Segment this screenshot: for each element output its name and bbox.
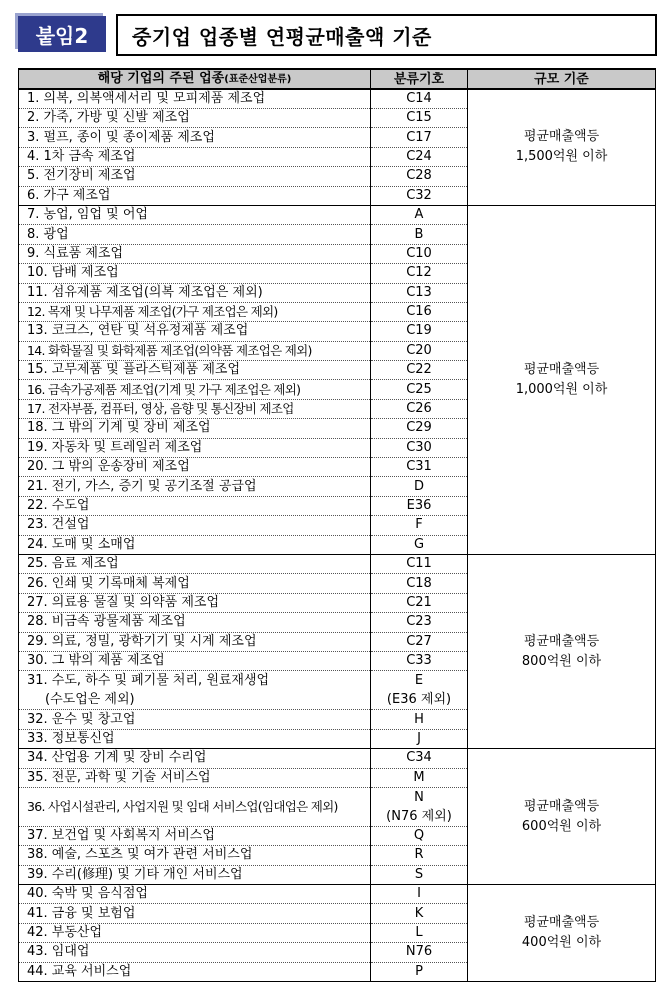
scale-label: 평균매출액등	[523, 361, 600, 377]
scale-label: 평균매출액등	[523, 798, 600, 814]
code-cell: C28	[371, 167, 468, 186]
industry-cell: 42. 부동산업	[19, 923, 371, 942]
industry-cell: 17. 전자부품, 컴퓨터, 영상, 음향 및 통신장비 제조업	[19, 399, 371, 418]
scale-threshold: 1,500억원 이하	[515, 149, 608, 165]
code-cell: C11	[371, 554, 468, 573]
scale-threshold: 1,000억원 이하	[515, 381, 608, 397]
code-cell: C16	[371, 302, 468, 321]
code-cell: C32	[371, 186, 468, 205]
code-cell: C12	[371, 264, 468, 283]
industry-cell: 25. 음료 제조업	[19, 554, 371, 573]
table-row	[19, 205, 656, 224]
industry-cell: 12. 목재 및 나무제품 제조업(가구 제조업은 제외)	[19, 302, 371, 321]
code-cell: C10	[371, 244, 468, 263]
code-cell: C27	[371, 632, 468, 651]
industry-name-note: (수도업은 제외)	[45, 692, 135, 708]
header-industry: 해당 기업의 주된 업종(표준산업분류)	[19, 69, 371, 89]
code-cell: C29	[371, 419, 468, 438]
code-value: E	[414, 673, 424, 689]
code-cell: C22	[371, 361, 468, 380]
industry-cell: 27. 의료용 물질 및 의약품 제조업	[19, 593, 371, 612]
industry-cell: 28. 비금속 광물제품 제조업	[19, 613, 371, 632]
industry-cell: 33. 정보통신업	[19, 729, 371, 748]
code-cell: P	[371, 962, 468, 981]
industry-cell: 22. 수도업	[19, 496, 371, 515]
industry-cell: 26. 인쇄 및 기록매체 복제업	[19, 574, 371, 593]
scale-criteria-cell	[468, 205, 656, 554]
industry-cell: 36. 사업시설관리, 사업지원 및 임대 서비스업(임대업은 제외)	[19, 787, 371, 826]
page-title: 중기업 업종별 연평균매출액 기준	[132, 24, 432, 49]
code-cell: C34	[371, 749, 468, 768]
attachment-badge: 붙임2	[18, 16, 106, 52]
code-cell: C20	[371, 341, 468, 360]
industry-cell: 35. 전문, 과학 및 기술 서비스업	[19, 768, 371, 787]
code-cell: L	[371, 923, 468, 942]
code-cell: N76	[371, 943, 468, 962]
code-cell: A	[371, 205, 468, 224]
code-cell: Q	[371, 826, 468, 845]
code-cell: C14	[371, 89, 468, 109]
code-cell: C23	[371, 613, 468, 632]
table-row	[19, 554, 656, 573]
industry-cell: 4. 1차 금속 제조업	[19, 147, 371, 166]
code-cell: C18	[371, 574, 468, 593]
scale-threshold: 600억원 이하	[521, 818, 602, 834]
title-area	[14, 12, 655, 58]
code-cell: C31	[371, 458, 468, 477]
industry-cell	[19, 671, 371, 710]
industry-cell: 18. 그 밖의 기계 및 장비 제조업	[19, 419, 371, 438]
scale-criteria-cell	[468, 89, 656, 205]
code-cell: M	[371, 768, 468, 787]
title-box	[116, 14, 657, 56]
industry-cell: 34. 산업용 기계 및 장비 수리업	[19, 749, 371, 768]
scale-label: 평균매출액등	[523, 633, 600, 649]
code-cell: C30	[371, 438, 468, 457]
code-cell: C24	[371, 147, 468, 166]
code-cell: C21	[371, 593, 468, 612]
table-row	[19, 885, 656, 904]
code-cell: C13	[371, 283, 468, 302]
code-cell: C17	[371, 128, 468, 147]
header-industry-note: (표준산업분류)	[224, 74, 292, 85]
industry-cell: 9. 식료품 제조업	[19, 244, 371, 263]
table-row	[19, 749, 656, 768]
industry-scale-table	[18, 68, 656, 982]
code-value: N	[414, 789, 424, 805]
code-cell: E36	[371, 496, 468, 515]
scale-label: 평균매출액등	[523, 915, 600, 931]
scale-criteria-cell	[468, 554, 656, 748]
table-header-row	[19, 69, 656, 89]
industry-cell: 3. 펄프, 종이 및 종이제품 제조업	[19, 128, 371, 147]
code-cell: H	[371, 710, 468, 729]
industry-cell: 39. 수리(修理) 및 기타 개인 서비스업	[19, 865, 371, 884]
industry-cell: 37. 보건업 및 사회복지 서비스업	[19, 826, 371, 845]
code-cell: R	[371, 846, 468, 865]
table-body	[19, 89, 656, 982]
code-exclusion-note: (N76 제외)	[386, 808, 452, 824]
industry-cell: 8. 광업	[19, 225, 371, 244]
industry-name: 31. 수도, 하수 및 폐기물 처리, 원료재생업	[27, 673, 270, 689]
industry-cell: 11. 섬유제품 제조업(의복 제조업은 제외)	[19, 283, 371, 302]
industry-cell: 24. 도매 및 소매업	[19, 535, 371, 554]
scale-criteria-cell	[468, 885, 656, 982]
code-cell: J	[371, 729, 468, 748]
code-cell: F	[371, 516, 468, 535]
code-cell: C26	[371, 399, 468, 418]
industry-cell: 16. 금속가공제품 제조업(기계 및 가구 제조업은 제외)	[19, 380, 371, 399]
code-cell: S	[371, 865, 468, 884]
industry-cell: 30. 그 밖의 제품 제조업	[19, 651, 371, 670]
code-cell	[371, 787, 468, 826]
industry-cell: 15. 고무제품 및 플라스틱제품 제조업	[19, 361, 371, 380]
industry-cell: 20. 그 밖의 운송장비 제조업	[19, 458, 371, 477]
industry-cell: 38. 예술, 스포츠 및 여가 관련 서비스업	[19, 846, 371, 865]
industry-cell: 19. 자동차 및 트레일러 제조업	[19, 438, 371, 457]
industry-cell: 23. 건설업	[19, 516, 371, 535]
scale-threshold: 800억원 이하	[521, 653, 602, 669]
code-cell: I	[371, 885, 468, 904]
scale-label: 평균매출액등	[523, 129, 600, 145]
code-cell: C33	[371, 651, 468, 670]
code-cell	[371, 671, 468, 710]
code-cell: B	[371, 225, 468, 244]
header-scale: 규모 기준	[468, 69, 656, 89]
industry-cell: 13. 코크스, 연탄 및 석유정제품 제조업	[19, 322, 371, 341]
industry-cell: 32. 운수 및 창고업	[19, 710, 371, 729]
code-cell: C19	[371, 322, 468, 341]
code-cell: D	[371, 477, 468, 496]
code-cell: G	[371, 535, 468, 554]
industry-cell: 29. 의료, 정밀, 광학기기 및 시계 제조업	[19, 632, 371, 651]
table-row	[19, 89, 656, 109]
industry-cell: 43. 임대업	[19, 943, 371, 962]
industry-cell: 7. 농업, 임업 및 어업	[19, 205, 371, 224]
industry-cell: 1. 의복, 의복액세서리 및 모피제품 제조업	[19, 89, 371, 109]
industry-cell: 5. 전기장비 제조업	[19, 167, 371, 186]
industry-cell: 6. 가구 제조업	[19, 186, 371, 205]
code-cell: C25	[371, 380, 468, 399]
code-exclusion-note: (E36 제외)	[386, 692, 452, 708]
scale-criteria-cell	[468, 749, 656, 885]
header-code: 분류기호	[371, 69, 468, 89]
code-cell: C15	[371, 109, 468, 128]
industry-cell: 21. 전기, 가스, 증기 및 공기조절 공급업	[19, 477, 371, 496]
industry-cell: 44. 교육 서비스업	[19, 962, 371, 981]
scale-threshold: 400억원 이하	[521, 935, 602, 951]
industry-cell: 10. 담배 제조업	[19, 264, 371, 283]
industry-cell: 41. 금융 및 보험업	[19, 904, 371, 923]
industry-cell: 2. 가죽, 가방 및 신발 제조업	[19, 109, 371, 128]
code-cell: K	[371, 904, 468, 923]
industry-cell: 14. 화학물질 및 화학제품 제조업(의약품 제조업은 제외)	[19, 341, 371, 360]
industry-cell: 40. 숙박 및 음식점업	[19, 885, 371, 904]
